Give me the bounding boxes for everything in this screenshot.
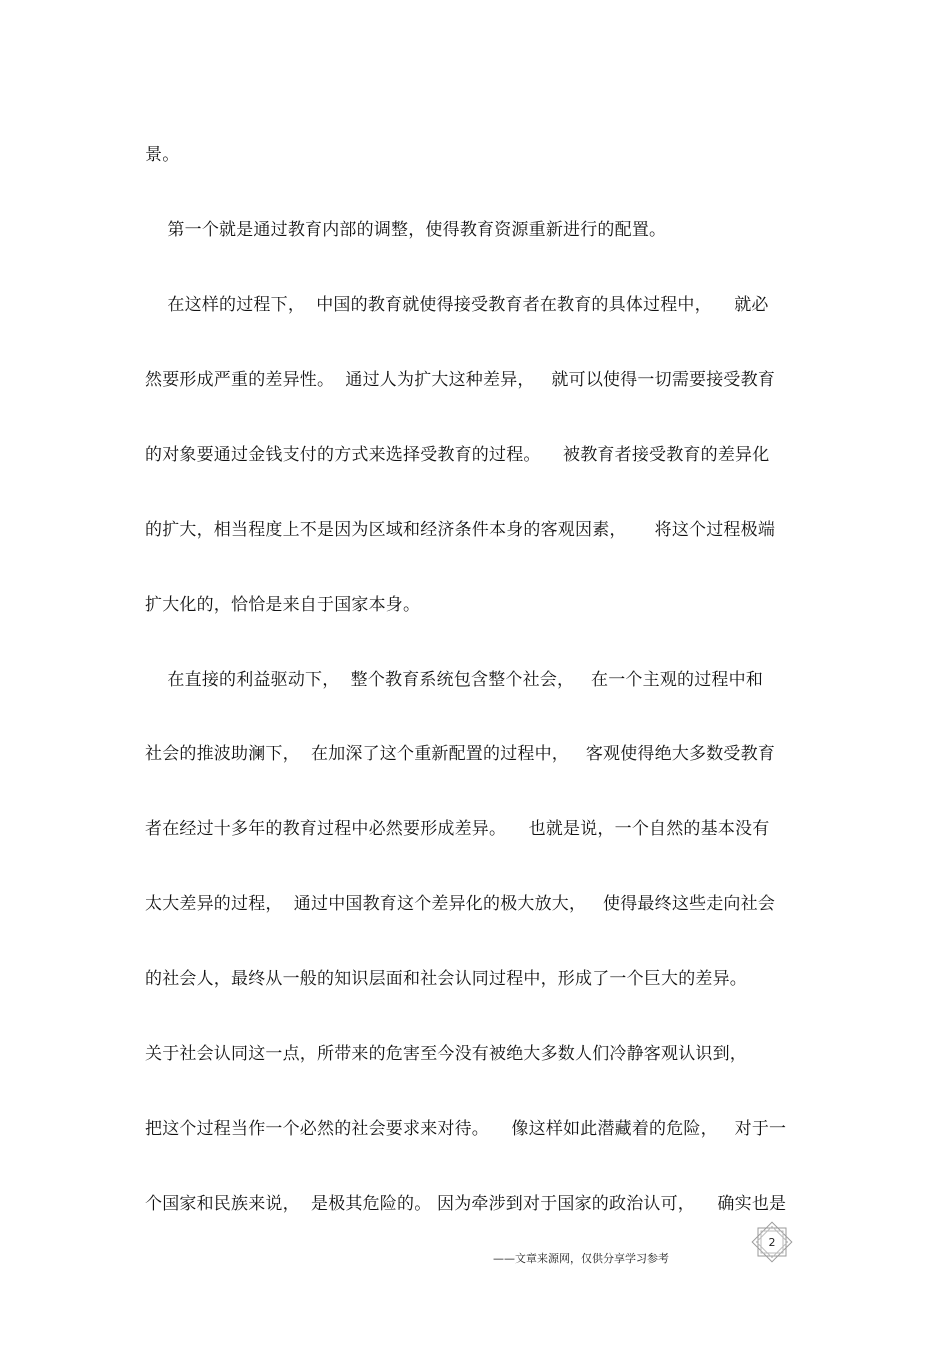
footer-note: ——文章来源网，仅供分享学习参考 — [493, 1252, 669, 1265]
text-line: 景。 — [145, 145, 180, 165]
text-line: 然要形成严重的差异性。 通过人为扩大这种差异， 就可以使得一切需要接受教育 — [145, 370, 776, 390]
text-line: 的扩大，相当程度上不是因为区域和经济条件本身的客观因素， 将这个过程极端 — [145, 520, 776, 540]
text-line: 把这个过程当作一个必然的社会要求来对待。 像这样如此潜藏着的危险， 对于一 — [145, 1119, 787, 1139]
text-line: 在这样的过程下， 中国的教育就使得接受教育者在教育的具体过程中， 就必 — [145, 295, 769, 315]
text-line: 扩大化的，恰恰是来自于国家本身。 — [145, 595, 421, 615]
text-line: 在直接的利益驱动下， 整个教育系统包含整个社会， 在一个主观的过程中和 — [145, 670, 764, 690]
text-line: 社会的推波助澜下， 在加深了这个重新配置的过程中， 客观使得绝大多数受教育 — [145, 744, 776, 764]
text-line: 的社会人，最终从一般的知识层面和社会认同过程中，形成了一个巨大的差异。 — [145, 969, 747, 989]
page-number: 2 — [768, 1235, 776, 1249]
text-line: 个国家和民族来说， 是极其危险的。 因为牵涉到对于国家的政治认可， 确实也是 — [145, 1194, 787, 1214]
page-number-badge — [749, 1219, 795, 1265]
text-line: 第一个就是通过教育内部的调整，使得教育资源重新进行的配置。 — [145, 220, 667, 240]
text-line: 太大差异的过程， 通过中国教育这个差异化的极大放大， 使得最终这些走向社会 — [145, 894, 776, 914]
text-line: 者在经过十多年的教育过程中必然要形成差异。 也就是说，一个自然的基本没有 — [145, 819, 770, 839]
text-line: 关于社会认同这一点，所带来的危害至今没有被绝大多数人们冷静客观认识到， — [145, 1044, 747, 1064]
text-line: 的对象要通过金钱支付的方式来选择受教育的过程。 被教育者接受教育的差异化 — [145, 445, 770, 465]
